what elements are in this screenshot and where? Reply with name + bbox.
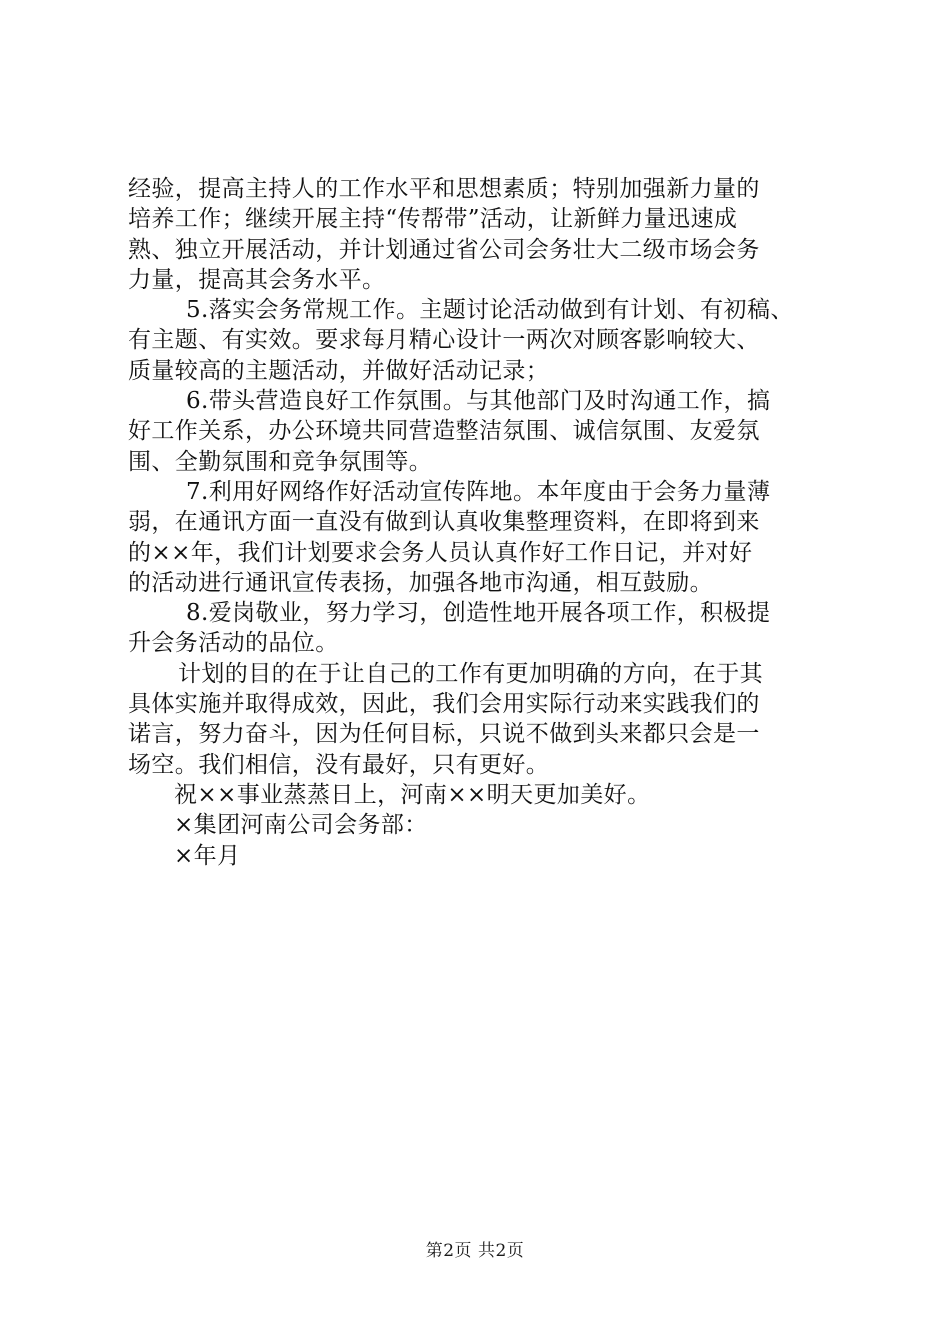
signature-organization: ×集团河南公司会务部： [174,812,428,839]
text-line: 的活动进行通讯宣传表扬，加强各地市沟通，相互鼓励。 [128,569,713,596]
text-line: 力量，提高其会务水平。 [128,266,386,293]
text-line: 有主题、有实效。要求每月精心设计一两次对顾客影响较大、 [128,327,760,354]
paragraph-5-first-line: 5.落实会务常规工作。主题讨论活动做到有计划、有初稿、 [186,297,794,324]
paragraph-8-first-line: 8.爱岗敬业，努力学习，创造性地开展各项工作，积极提 [186,600,771,627]
text-line: 升会务活动的品位。 [128,630,339,657]
closing-wish: 祝××事业蒸蒸日上，河南××明天更加美好。 [174,781,651,808]
text-line: 诺言，努力奋斗，因为任何目标，只说不做到头来都只会是一 [128,721,760,748]
text-line: 具体实施并取得成效，因此，我们会用实际行动来实践我们的 [128,691,760,718]
text-line: 弱，在通讯方面一直没有做到认真收集整理资料，在即将到来 [128,509,760,536]
paragraph-7-first-line: 7.利用好网络作好活动宣传阵地。本年度由于会务力量薄 [186,478,771,505]
paragraph-6-first-line: 6.带头营造良好工作氛围。与其他部门及时沟通工作，搞 [186,388,771,415]
text-line: 经验，提高主持人的工作水平和思想素质；特别加强新力量的 [128,176,760,202]
text-line: 熟、独立开展活动，并计划通过省公司会务壮大二级市场会务 [128,236,760,263]
text-line: 培养工作；继续开展主持“传帮带”活动，让新鲜力量迅速成 [128,206,738,233]
signature-date: ×年月 [174,842,241,869]
document-body [128,174,840,871]
text-line: 质量较高的主题活动，并做好活动记录； [128,357,550,384]
page-number-footer: 第2页 共2页 [425,1241,525,1261]
text-line: 场空。我们相信，没有最好，只有更好。 [128,751,550,778]
text-line: 围、全勤氛围和竞争氛围等。 [128,448,433,475]
text-line: 的××年，我们计划要求会务人员认真作好工作日记，并对好 [128,539,753,566]
text-line: 好工作关系，办公环境共同营造整洁氛围、诚信氛围、友爱氛 [128,418,760,445]
conclusion-first-line: 计划的目的在于让自己的工作有更加明确的方向，在于其 [178,660,763,687]
